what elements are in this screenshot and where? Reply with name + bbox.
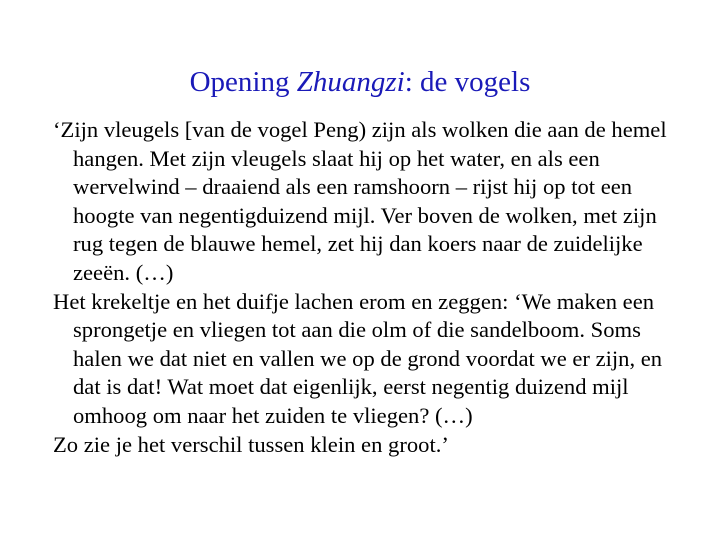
title-prefix: Opening — [189, 66, 297, 98]
paragraph-conclusion: Zo zie je het verschil tussen klein en groot.’ — [53, 431, 449, 457]
title-suffix: : de vogels — [404, 66, 531, 98]
slide-body — [53, 116, 673, 459]
paragraph-peng: ‘Zijn vleugels [van de vogel Peng) zijn als wolken die aan de hemel hangen. Met zijn vleugels slaat hij op het water, en als een wervelwind – draaiend als een ramshoorn – rijst hij op tot een hoogte van negentigduizend mijl. Ver boven de wolken, met zijn rug tegen de blauwe hemel, zet hij dan koers naar de zuidelijke zeeën. (…) — [53, 117, 667, 285]
slide-title — [0, 64, 720, 100]
paragraph-cricket-dove: Het krekeltje en het duifje lachen erom en zeggen: ‘We maken een sprongetje en vliegen tot aan die olm of die sandelboom. Soms halen we dat niet en vallen we op de grond voordat we er zijn, en dat is dat! Wat moet dat eigenlijk, eerst negentig duizend mijl omhoog om naar het zuiden te vliegen? (…) — [53, 288, 663, 428]
title-emphasis: Zhuangzi — [296, 66, 405, 98]
